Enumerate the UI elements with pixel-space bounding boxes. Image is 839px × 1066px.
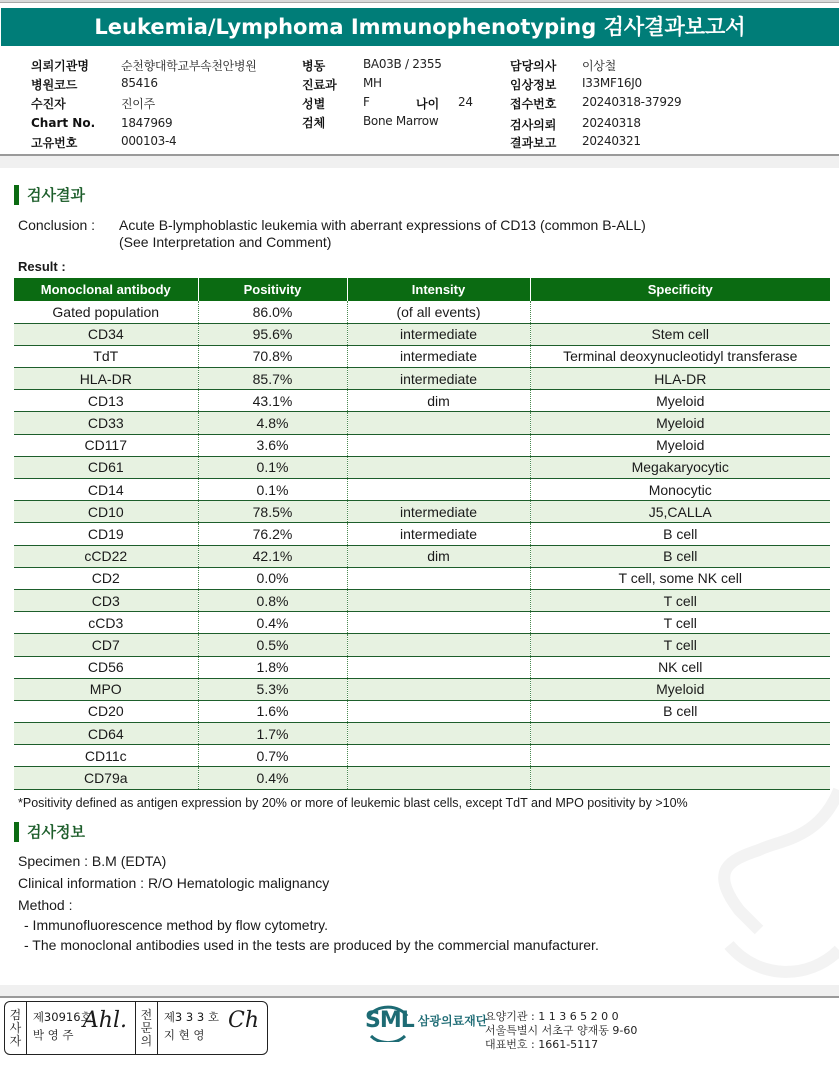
cell-intensity <box>347 412 530 434</box>
footer-divider <box>0 985 839 998</box>
cell-intensity: intermediate <box>347 501 530 523</box>
specialist-signature: Ch <box>227 1008 259 1033</box>
cell-positivity: 70.8% <box>198 345 347 367</box>
method-label: Method : <box>18 897 73 913</box>
table-row <box>14 434 830 456</box>
label-receipt-no: 접수번호 <box>510 97 557 111</box>
cell-specificity: NK cell <box>530 656 830 678</box>
cell-antibody: CD34 <box>14 323 198 345</box>
cell-antibody: MPO <box>14 678 198 700</box>
cell-antibody: CD11c <box>14 745 198 767</box>
value-sex: F <box>363 95 370 109</box>
cell-antibody: CD3 <box>14 589 198 611</box>
organization-info <box>485 1010 637 1052</box>
table-row <box>14 501 830 523</box>
cell-intensity <box>347 634 530 656</box>
label-hospital-code: 병원코드 <box>31 78 78 92</box>
cell-positivity: 0.1% <box>198 456 347 478</box>
cell-positivity: 43.1% <box>198 390 347 412</box>
cell-intensity <box>347 745 530 767</box>
label-department: 진료과 <box>302 78 337 92</box>
value-unique-id: 000103-4 <box>121 134 177 148</box>
cell-intensity <box>347 434 530 456</box>
table-row <box>14 567 830 589</box>
table-row <box>14 678 830 700</box>
info-section-title: 검사정보 <box>14 822 85 842</box>
cell-antibody: CD14 <box>14 479 198 501</box>
result-label: Result : <box>18 259 66 274</box>
cell-intensity <box>347 678 530 700</box>
examiner-name: 박 영 주 <box>32 1028 74 1042</box>
label-unique-id: 고유번호 <box>31 136 78 150</box>
value-request-date: 20240318 <box>582 116 641 130</box>
cell-positivity: 95.6% <box>198 323 347 345</box>
conclusion-note: (See Interpretation and Comment) <box>119 234 332 250</box>
cell-intensity: intermediate <box>347 323 530 345</box>
cell-positivity: 0.5% <box>198 634 347 656</box>
value-chart-no: 1847969 <box>121 116 173 130</box>
label-chart-no: Chart No. <box>31 116 96 130</box>
cell-intensity <box>347 612 530 634</box>
clinical-info: Clinical information : R/O Hematologic malignancy <box>18 875 330 891</box>
cell-intensity: intermediate <box>347 523 530 545</box>
cell-antibody: cCD22 <box>14 545 198 567</box>
table-row <box>14 479 830 501</box>
table-row <box>14 368 830 390</box>
label-patient: 수진자 <box>31 97 66 111</box>
cell-intensity: dim <box>347 545 530 567</box>
method-item-1: - Immunofluorescence method by flow cytometry. <box>24 917 328 933</box>
specimen-info: Specimen : B.M (EDTA) <box>18 853 167 869</box>
method-item-2: - The monoclonal antibodies used in the tests are produced by the commercial manufacturer. <box>24 937 599 953</box>
label-institution: 의뢰기관명 <box>31 59 89 73</box>
watermark-logo <box>699 780 839 980</box>
top-border <box>0 0 839 3</box>
table-row <box>14 390 830 412</box>
cell-specificity: T cell, some NK cell <box>530 567 830 589</box>
table-row <box>14 589 830 611</box>
cell-intensity: intermediate <box>347 368 530 390</box>
results-table <box>14 278 830 790</box>
cell-positivity: 5.3% <box>198 678 347 700</box>
cell-intensity: intermediate <box>347 345 530 367</box>
cell-positivity: 1.8% <box>198 656 347 678</box>
section-divider <box>0 154 839 168</box>
table-row <box>14 323 830 345</box>
cell-intensity: (of all events) <box>347 301 530 323</box>
value-hospital-code: 85416 <box>121 76 158 90</box>
cell-positivity: 1.6% <box>198 700 347 722</box>
cell-positivity: 0.8% <box>198 589 347 611</box>
table-row <box>14 412 830 434</box>
label-request-date: 검사의뢰 <box>510 118 557 132</box>
table-row <box>14 767 830 789</box>
patient-info <box>0 56 839 151</box>
value-clinical-info: I33MF16J0 <box>582 76 642 90</box>
cell-specificity: Terminal deoxynucleotidyl transferase <box>530 345 830 367</box>
table-row <box>14 745 830 767</box>
cell-antibody: CD20 <box>14 700 198 722</box>
cell-antibody: CD117 <box>14 434 198 456</box>
organization-logo <box>365 1008 487 1033</box>
sml-logo-text: SML <box>365 1008 414 1033</box>
label-clinical-info: 임상정보 <box>510 78 557 92</box>
cell-antibody: CD10 <box>14 501 198 523</box>
cell-specificity: Myeloid <box>530 434 830 456</box>
cell-antibody: CD19 <box>14 523 198 545</box>
cell-specificity: B cell <box>530 523 830 545</box>
cell-positivity: 4.8% <box>198 412 347 434</box>
cell-specificity: Stem cell <box>530 323 830 345</box>
label-sex: 성별 <box>302 97 326 111</box>
examiner-cell <box>27 1002 136 1054</box>
specialist-cell <box>158 1002 267 1054</box>
cell-specificity: J5,CALLA <box>530 501 830 523</box>
conclusion-label: Conclusion : <box>18 217 96 233</box>
cell-specificity: B cell <box>530 545 830 567</box>
value-doctor: 이상철 <box>582 59 616 73</box>
cell-specificity: Monocytic <box>530 479 830 501</box>
cell-positivity: 0.7% <box>198 745 347 767</box>
cell-antibody: CD61 <box>14 456 198 478</box>
specialist-name: 지 현 영 <box>163 1028 205 1042</box>
organization-phone: 대표번호 : 1661-5117 <box>485 1038 599 1051</box>
cell-specificity: T cell <box>530 589 830 611</box>
cell-positivity: 0.4% <box>198 767 347 789</box>
header-antibody: Monoclonal antibody <box>14 278 198 301</box>
cell-intensity <box>347 723 530 745</box>
cell-antibody: CD79a <box>14 767 198 789</box>
cell-specificity <box>530 767 830 789</box>
organization-code: 요양기관 : 1 1 3 6 5 2 0 0 <box>485 1010 619 1023</box>
examiner-label: 검 사 자 <box>5 1002 27 1054</box>
cell-specificity: HLA-DR <box>530 368 830 390</box>
header-specificity: Specificity <box>530 278 830 301</box>
table-row <box>14 656 830 678</box>
cell-intensity <box>347 456 530 478</box>
cell-intensity <box>347 700 530 722</box>
cell-intensity <box>347 767 530 789</box>
header-intensity: Intensity <box>347 278 530 301</box>
cell-specificity: T cell <box>530 612 830 634</box>
value-ward: BA03B / 2355 <box>363 57 442 71</box>
cell-specificity: Myeloid <box>530 412 830 434</box>
results-section-title: 검사결과 <box>14 185 85 205</box>
table-row <box>14 545 830 567</box>
cell-positivity: 86.0% <box>198 301 347 323</box>
cell-antibody: CD33 <box>14 412 198 434</box>
cell-antibody: Gated population <box>14 301 198 323</box>
value-institution: 순천향대학교부속천안병원 <box>121 59 257 73</box>
cell-specificity: B cell <box>530 700 830 722</box>
value-department: MH <box>363 76 382 90</box>
table-row <box>14 301 830 323</box>
label-specimen: 검체 <box>302 116 326 130</box>
label-report-date: 결과보고 <box>510 136 557 150</box>
specialist-license: 제3 3 3 호 <box>163 1010 219 1024</box>
label-ward: 병동 <box>302 59 326 73</box>
value-specimen: Bone Marrow <box>363 114 439 128</box>
table-row <box>14 456 830 478</box>
table-row <box>14 723 830 745</box>
cell-intensity: dim <box>347 390 530 412</box>
value-report-date: 20240321 <box>582 134 641 148</box>
specialist-label: 전 문 의 <box>136 1002 158 1054</box>
cell-specificity <box>530 745 830 767</box>
signature-box <box>4 1001 268 1055</box>
cell-positivity: 78.5% <box>198 501 347 523</box>
cell-positivity: 42.1% <box>198 545 347 567</box>
cell-antibody: CD64 <box>14 723 198 745</box>
cell-antibody: cCD3 <box>14 612 198 634</box>
cell-intensity <box>347 479 530 501</box>
conclusion-text: Acute B-lymphoblastic leukemia with aberrant expressions of CD13 (common B-ALL) <box>119 217 646 233</box>
cell-intensity <box>347 656 530 678</box>
header-positivity: Positivity <box>198 278 347 301</box>
cell-antibody: CD2 <box>14 567 198 589</box>
cell-positivity: 85.7% <box>198 368 347 390</box>
cell-positivity: 76.2% <box>198 523 347 545</box>
table-row <box>14 523 830 545</box>
cell-positivity: 3.6% <box>198 434 347 456</box>
cell-positivity: 0.1% <box>198 479 347 501</box>
label-age: 나이 <box>416 97 440 111</box>
organization-address: 서울특별시 서초구 양재동 9-60 <box>485 1024 638 1037</box>
cell-antibody: TdT <box>14 345 198 367</box>
cell-antibody: CD7 <box>14 634 198 656</box>
table-header-row <box>14 278 830 301</box>
value-receipt-no: 20240318-37929 <box>582 95 682 109</box>
cell-intensity <box>347 567 530 589</box>
cell-antibody: HLA-DR <box>14 368 198 390</box>
examiner-signature: Ahl. <box>82 1008 127 1033</box>
cell-positivity: 0.4% <box>198 612 347 634</box>
cell-specificity <box>530 301 830 323</box>
table-row <box>14 700 830 722</box>
organization-name: 삼광의료재단 <box>417 1014 488 1028</box>
cell-antibody: CD13 <box>14 390 198 412</box>
cell-specificity <box>530 723 830 745</box>
cell-positivity: 0.0% <box>198 567 347 589</box>
cell-specificity: Megakaryocytic <box>530 456 830 478</box>
examiner-license: 제30916호 <box>32 1010 92 1024</box>
label-doctor: 담당의사 <box>510 59 557 73</box>
cell-specificity: Myeloid <box>530 390 830 412</box>
value-age: 24 <box>458 95 473 109</box>
table-row <box>14 634 830 656</box>
table-row <box>14 345 830 367</box>
positivity-footnote: *Positivity defined as antigen expression by 20% or more of leukemic blast cells, except TdT and MPO positivity by >10% <box>18 796 688 810</box>
value-patient: 진이주 <box>121 97 155 111</box>
table-row <box>14 612 830 634</box>
cell-positivity: 1.7% <box>198 723 347 745</box>
cell-intensity <box>347 589 530 611</box>
cell-specificity: Myeloid <box>530 678 830 700</box>
cell-antibody: CD56 <box>14 656 198 678</box>
report-title: Leukemia/Lymphoma Immunophenotyping 검사결과보고서 <box>1 8 839 46</box>
cell-specificity: T cell <box>530 634 830 656</box>
